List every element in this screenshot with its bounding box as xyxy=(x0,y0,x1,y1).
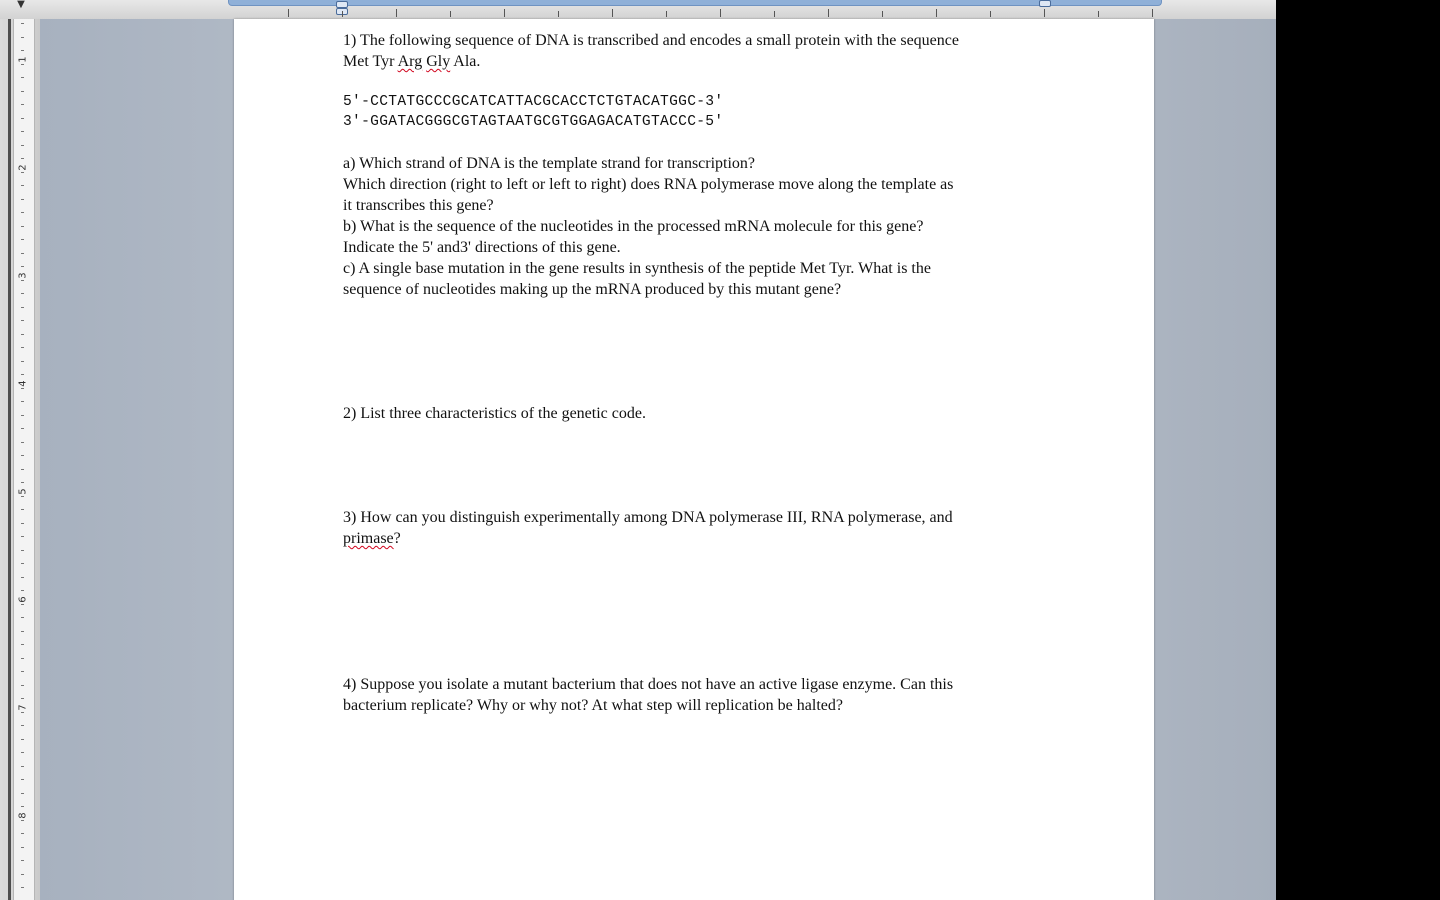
ruler-tick xyxy=(21,388,24,389)
ruler-tick xyxy=(21,469,24,470)
q4-line-2: bacterium replicate? Why or why not? At what step will replication be halted? xyxy=(343,697,843,714)
ruler-tick xyxy=(21,64,24,65)
ruler-tick xyxy=(21,698,24,699)
ruler-strip xyxy=(13,19,35,900)
ruler-tick xyxy=(396,9,397,17)
ruler-number: 3 xyxy=(17,272,29,279)
ruler-number: 6 xyxy=(17,596,29,603)
ruler-number: 8 xyxy=(17,812,29,819)
horizontal-ruler[interactable] xyxy=(0,0,1276,20)
ruler-tick xyxy=(21,428,24,429)
ruler-tick xyxy=(450,11,451,17)
ruler-tick xyxy=(21,536,24,537)
ruler-tick xyxy=(936,9,937,17)
ruler-number: 7 xyxy=(17,704,29,711)
ruler-tick xyxy=(21,266,24,267)
ruler-tick xyxy=(21,280,24,281)
q1-intro-line-2 xyxy=(343,51,1043,72)
q1a-line-1: a) Which strand of DNA is the template strand for transcription? xyxy=(343,155,756,172)
ruler-tick xyxy=(21,874,24,875)
ruler-tick xyxy=(21,820,24,821)
question-4[interactable] xyxy=(343,674,1043,716)
ruler-tick xyxy=(21,293,24,294)
dna-top-strand: 5'-CCTATGCCCGCATCATTACGCACCTCTGTACATGGC-3' xyxy=(343,94,724,110)
ruler-tick xyxy=(21,455,24,456)
spelling-flag-arg[interactable]: Arg xyxy=(397,53,423,70)
ruler-text-area xyxy=(228,0,1162,6)
q2-text: 2) List three characteristics of the genetic code. xyxy=(343,405,646,422)
ruler-tick xyxy=(21,793,24,794)
ruler-tick xyxy=(21,253,24,254)
ruler-tick xyxy=(21,712,24,713)
ruler-tick xyxy=(21,77,24,78)
ruler-number: 1 xyxy=(17,56,29,63)
ruler-tick xyxy=(21,752,24,753)
q3-line-2 xyxy=(343,528,1043,549)
ruler-tick xyxy=(21,860,24,861)
ruler-tick xyxy=(21,847,24,848)
question-1-parts[interactable] xyxy=(343,153,1043,300)
ruler-tick xyxy=(342,11,343,17)
ruler-tick xyxy=(21,401,24,402)
ruler-tick xyxy=(21,509,24,510)
ruler-tick xyxy=(21,23,24,24)
ruler-tick xyxy=(21,658,24,659)
ruler-number: 5 xyxy=(17,488,29,495)
ruler-tick xyxy=(720,9,721,17)
ruler-tick xyxy=(21,806,24,807)
ruler-tick xyxy=(21,145,24,146)
ruler-tick xyxy=(21,50,24,51)
ruler-tick xyxy=(21,226,24,227)
ruler-tick xyxy=(21,374,24,375)
q1-intro-end: Ala. xyxy=(450,53,481,70)
ruler-tick xyxy=(21,118,24,119)
ruler-tick xyxy=(21,496,24,497)
q1b-line-1: b) What is the sequence of the nucleotides in the processed mRNA molecule for this gene? xyxy=(343,218,924,235)
ruler-tick xyxy=(558,11,559,17)
dna-bottom-strand: 3'-GGATACGGGCGTAGTAATGCGTGGAGACATGTACCC-5' xyxy=(343,114,724,130)
q1a-line-3: it transcribes this gene? xyxy=(343,197,494,214)
ruler-tick xyxy=(21,320,24,321)
document-page[interactable] xyxy=(234,19,1154,900)
ruler-tick xyxy=(21,779,24,780)
ruler-tick xyxy=(21,239,24,240)
ruler-number: 4 xyxy=(17,380,29,387)
q4-line-1: 4) Suppose you isolate a mutant bacterium that does not have an active ligase enzyme. Can this xyxy=(343,676,954,693)
first-line-indent-marker[interactable] xyxy=(336,1,348,8)
question-2[interactable] xyxy=(343,403,1043,424)
ruler-tick xyxy=(21,415,24,416)
ruler-tick xyxy=(21,212,24,213)
ruler-tick xyxy=(21,523,24,524)
vertical-ruler[interactable] xyxy=(0,19,40,900)
q3-end: ? xyxy=(393,530,401,547)
ruler-edge xyxy=(8,19,11,900)
ruler-tick xyxy=(288,9,289,17)
ruler-tick xyxy=(1044,9,1045,17)
ruler-tick xyxy=(21,887,24,888)
ruler-tick xyxy=(990,11,991,17)
q1c-line-2: sequence of nucleotides making up the mRNA produced by this mutant gene? xyxy=(343,281,842,298)
q1-intro-line-1: 1) The following sequence of DNA is transcribed and encodes a small protein with the sequence xyxy=(343,32,959,49)
q1-intro-text: Met Tyr xyxy=(343,53,398,70)
ruler-tick xyxy=(21,185,24,186)
q3-line-1: 3) How can you distinguish experimentally among DNA polymerase III, RNA polymerase, and xyxy=(343,509,953,526)
ruler-tick xyxy=(21,671,24,672)
ruler-tick xyxy=(21,550,24,551)
ruler-tick xyxy=(21,104,24,105)
ruler-tick xyxy=(612,9,613,17)
ruler-tick xyxy=(21,563,24,564)
ruler-tick xyxy=(21,334,24,335)
ruler-tick xyxy=(21,158,24,159)
ruler-tick xyxy=(21,482,24,483)
ruler-tick xyxy=(21,604,24,605)
ruler-tick xyxy=(504,9,505,17)
question-1-intro[interactable] xyxy=(343,30,1043,72)
ruler-tick xyxy=(1098,11,1099,17)
ruler-tick xyxy=(21,725,24,726)
q1c-line-1: c) A single base mutation in the gene results in synthesis of the peptide Met Tyr. What is the xyxy=(343,260,931,277)
ruler-tick xyxy=(1152,9,1153,17)
dna-sequence-block[interactable] xyxy=(343,92,723,132)
ruler-tick xyxy=(21,577,24,578)
ruler-tick xyxy=(21,37,24,38)
ruler-tick xyxy=(21,685,24,686)
ruler-tick xyxy=(21,361,24,362)
ruler-tick xyxy=(21,91,24,92)
ruler-tick xyxy=(21,131,24,132)
ruler-tick xyxy=(21,833,24,834)
spelling-flag-primase[interactable]: primase xyxy=(343,530,394,547)
right-indent-marker[interactable] xyxy=(1039,0,1051,7)
question-3[interactable] xyxy=(343,507,1043,549)
ruler-tick xyxy=(828,9,829,17)
ruler-tick xyxy=(21,631,24,632)
q1b-line-2: Indicate the 5' and3' directions of this gene. xyxy=(343,239,621,256)
tab-selector-icon[interactable]: ▼ xyxy=(17,0,25,10)
ruler-tick xyxy=(882,11,883,17)
ruler-number: 2 xyxy=(17,164,29,171)
ruler-tick xyxy=(21,199,24,200)
ruler-tick xyxy=(21,307,24,308)
spelling-flag-gly[interactable]: Gly xyxy=(426,53,451,70)
ruler-tick xyxy=(666,11,667,17)
document-workspace xyxy=(40,19,1276,900)
q1a-line-2: Which direction (right to left or left to right) does RNA polymerase move along the template as xyxy=(343,176,954,193)
ruler-tick xyxy=(21,644,24,645)
ruler-tick xyxy=(774,11,775,17)
ruler-tick xyxy=(21,172,24,173)
ruler-tick xyxy=(21,347,24,348)
ruler-tick xyxy=(21,739,24,740)
ruler-tick xyxy=(21,590,24,591)
ruler-tick xyxy=(21,617,24,618)
ruler-tick xyxy=(21,442,24,443)
ruler-tick xyxy=(21,766,24,767)
